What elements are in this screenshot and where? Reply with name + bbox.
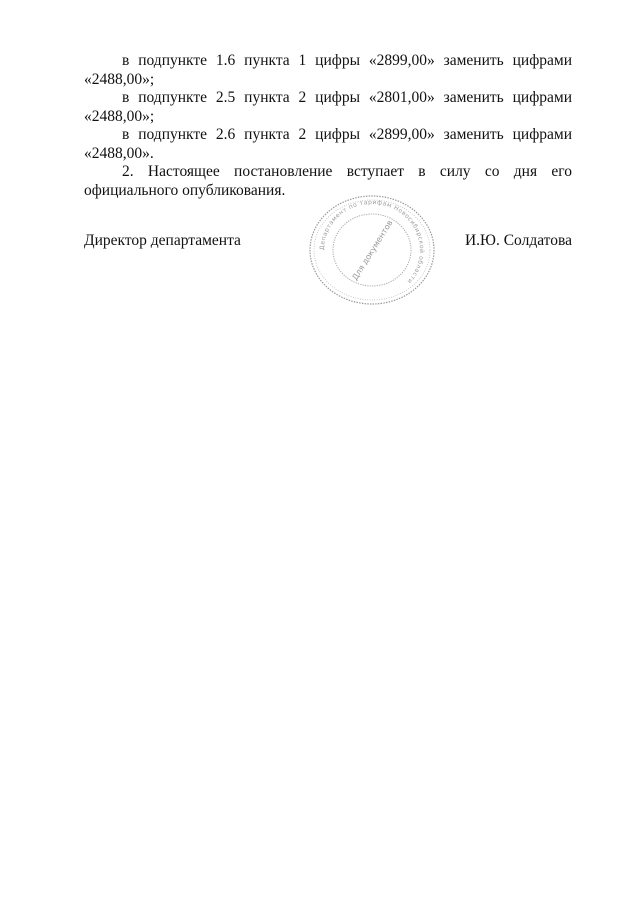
document-body [84, 52, 572, 200]
seal-ring-text: Департамент по тарифам Новосибирской области [318, 198, 426, 285]
signatory-title: Директор департамента [84, 232, 241, 249]
paragraph-subitem-2-5: в подпункте 2.5 пункта 2 цифры «2801,00» заменить цифрами «2488,00»; [84, 89, 572, 125]
paragraph-effective-date: 2. Настоящее постановление вступает в силу со дня его официального опубликования. [84, 163, 572, 199]
paragraph-subitem-2-6: в подпункте 2.6 пункта 2 цифры «2899,00» заменить цифрами «2488,00». [84, 126, 572, 162]
seal-center-text: Для документов [350, 218, 395, 282]
official-seal-stamp-icon [306, 193, 438, 307]
signatory-name: И.Ю. Солдатова [464, 232, 572, 249]
paragraph-subitem-1-6: в подпункте 1.6 пункта 1 цифры «2899,00» заменить цифрами «2488,00»; [84, 52, 572, 88]
